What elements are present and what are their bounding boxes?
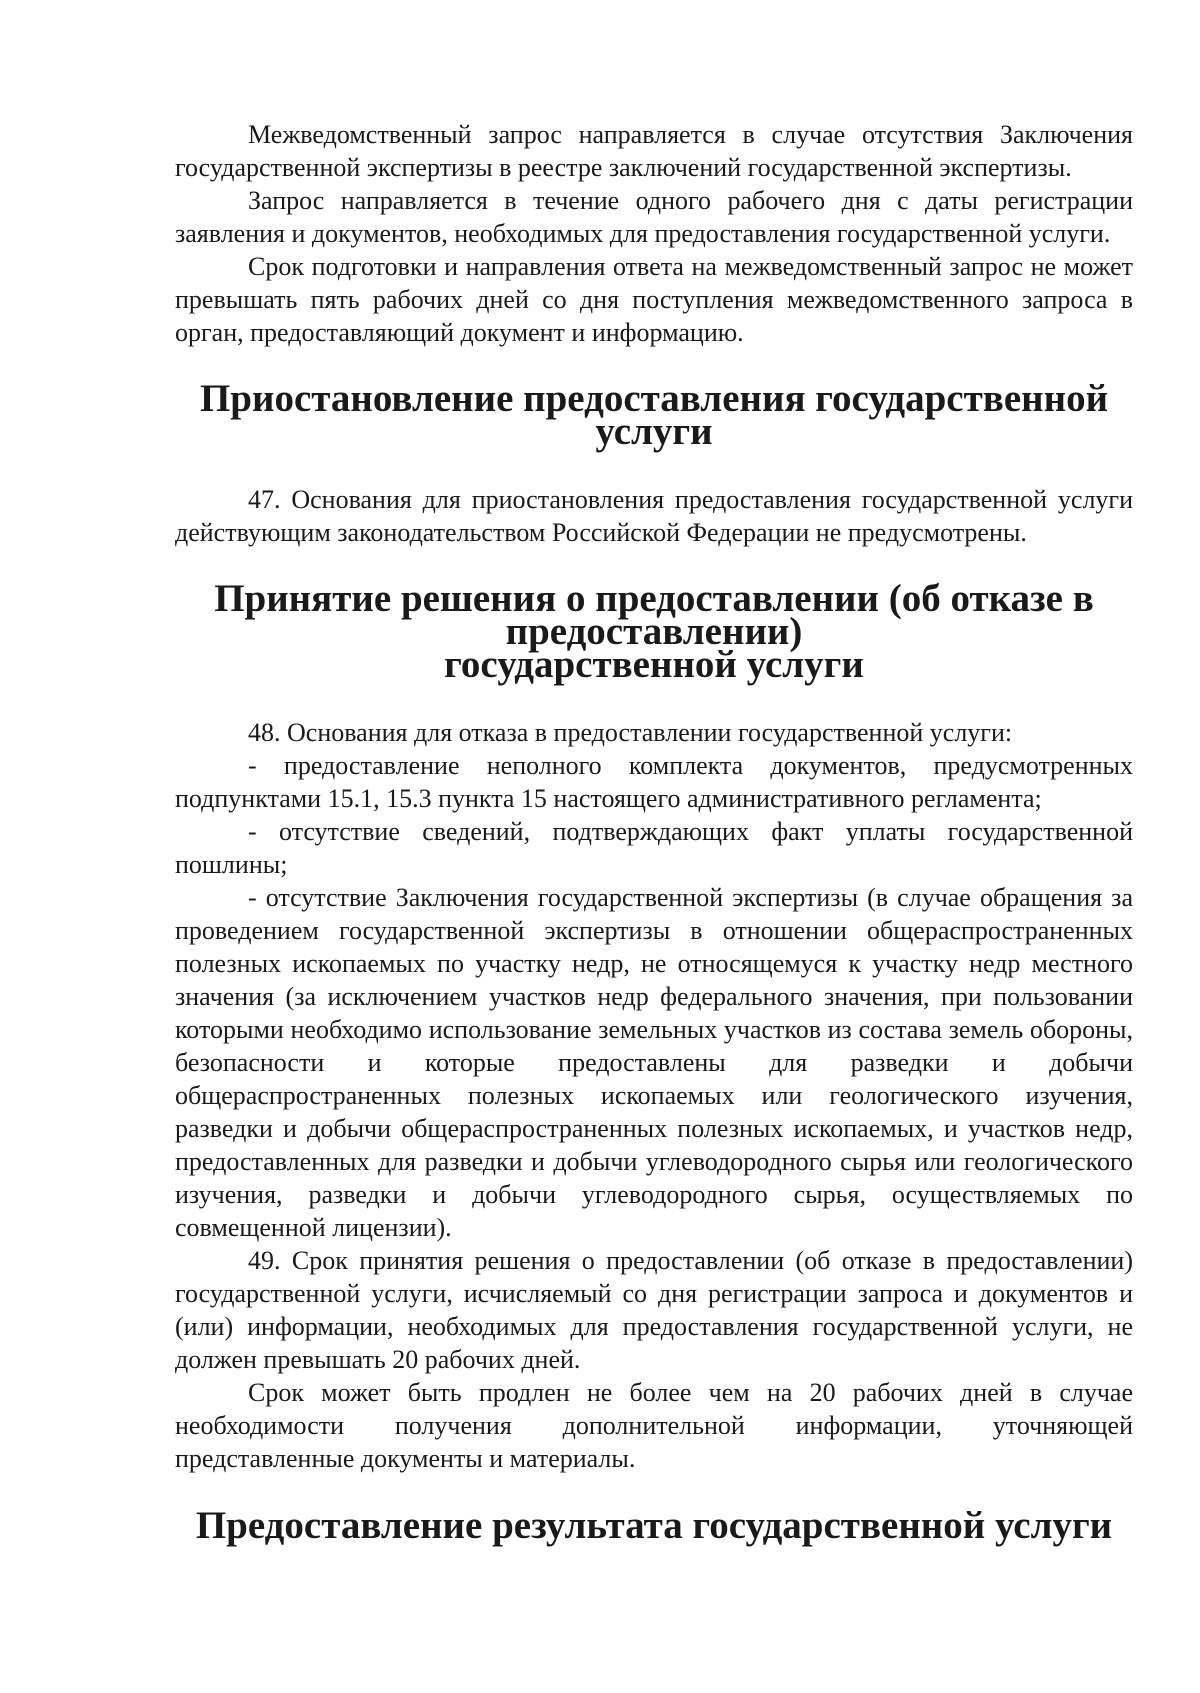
paragraph-49-extension: Срок может быть продлен не более чем на 20 рабочих дней в случае необходимости получения дополнительной информации, уточняющей представленные документы и материалы. — [175, 1378, 1133, 1473]
list-item-no-fee-payment: - отсутствие сведений, подтверждающих факт уплаты государственной пошлины; — [175, 817, 1133, 879]
paragraph-49: 49. Срок принятия решения о предоставлении (об отказе в предоставлении) государственной услуги, исчисляемый со дня регистрации запроса и документов и (или) информации, необходимых для предоставления государственной услуги, не должен превышать 20 рабочих дней. — [175, 1246, 1133, 1374]
heading-decision-line1: Принятие решения о предоставлении (об отказе в предоставлении) — [214, 577, 1094, 653]
paragraph-response-deadline: Срок подготовки и направления ответа на межведомственный запрос не может превышать пять рабочих дней со дня поступления межведомственного запроса в орган, предоставляющий документ и информацию. — [175, 252, 1133, 347]
document-body — [175, 118, 1133, 1547]
paragraph-47: 47. Основания для приостановления предоставления государственной услуги действующим законодательством Российской Федерации не предусмотрены. — [175, 485, 1133, 547]
heading-suspension: Приостановление предоставления государственной услуги — [199, 377, 1109, 453]
list-item-incomplete-documents: - предоставление неполного комплекта документов, предусмотренных подпунктами 15.1, 15.3 пункта 15 настоящего административного регламента; — [175, 751, 1133, 813]
heading-result: Предоставление результата государственной услуги — [195, 1504, 1113, 1547]
paragraph-request-deadline: Запрос направляется в течение одного рабочего дня с даты регистрации заявления и документов, необходимых для предоставления государственной услуги. — [175, 186, 1133, 248]
paragraph-interagency-request: Межведомственный запрос направляется в случае отсутствия Заключения государственной экспертизы в реестре заключений государственной экспертизы. — [175, 120, 1133, 182]
heading-decision-line2: государственной услуги — [444, 643, 864, 686]
list-item-no-expert-conclusion: - отсутствие Заключения государственной экспертизы (в случае обращения за проведением государственной экспертизы в отношении общераспространенных полезных ископаемых по участку недр, не относящемуся к участку недр местного значения (за исключением участков недр федерального значения, при пользовании которыми необходимо использование земельных участков из состава земель обороны, безопасности и которые предоставлены для разведки и добычи общераспространенных полезных ископаемых или геологического изучения, разведки и добычи общераспространенных полезных ископаемых, и участков недр, предоставленных для разведки и добычи углеводородного сырья или геологического изучения, разведки и добычи углеводородного сырья, осуществляемых по совмещенной лицензии). — [175, 883, 1133, 1242]
heading-decision — [175, 577, 1133, 686]
paragraph-48: 48. Основания для отказа в предоставлении государственной услуги: — [248, 718, 1013, 747]
